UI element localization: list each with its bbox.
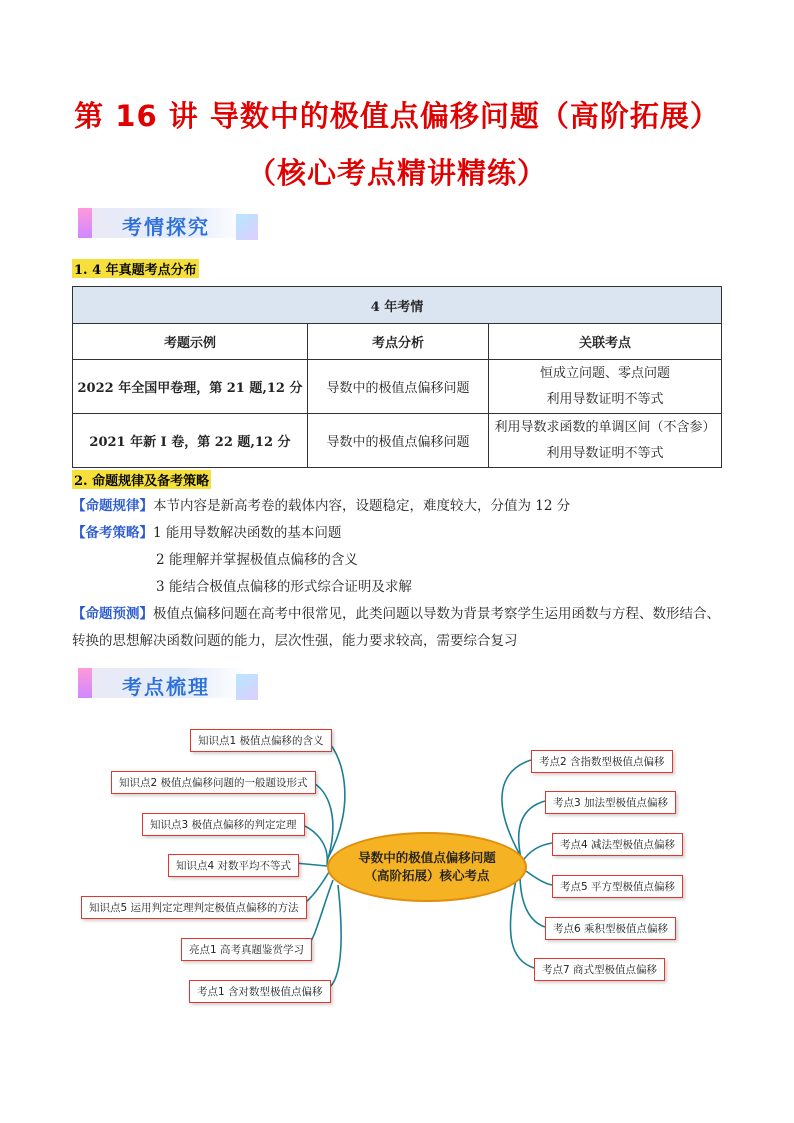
mindmap-link [295, 863, 327, 866]
mindmap-link [522, 843, 552, 862]
table-cell: 2021 年新 I 卷，第 22 题,12 分 [73, 414, 308, 468]
section-title: 考点梳理 [122, 675, 210, 699]
mindmap-node: 知识点3 极值点偏移的判定定理 [142, 813, 305, 836]
table-cell: 导数中的极值点偏移问题 [308, 414, 489, 468]
mindmap-node: 知识点2 极值点偏移问题的一般题设形式 [111, 771, 316, 794]
strategy-paragraph: 【备考策略】1 能用导数解决函数的基本问题 2 能理解并掌握极值点偏移的含义 3 能结合极值点偏移的形式综合证明及求解 [72, 525, 412, 595]
subheading-distribution: 1. 4 年真题考点分布 [72, 259, 199, 278]
mindmap-node: 考点1 含对数型极值点偏移 [189, 980, 331, 1003]
mindmap-node: 亮点1 高考真题鉴赏学习 [181, 938, 312, 961]
column-header: 考题示例 [73, 324, 308, 360]
mindmap-node: 考点7 商式型极值点偏移 [534, 958, 665, 981]
mindmap-link [520, 874, 545, 927]
table-header: 4 年考情 [73, 287, 722, 324]
table-cell: 导数中的极值点偏移问题 [308, 360, 489, 414]
mindmap-node: 考点5 平方型极值点偏移 [552, 875, 683, 898]
subheading-strategy: 2. 命题规律及备考策略 [72, 470, 211, 489]
mindmap-node: 知识点1 极值点偏移的含义 [190, 729, 332, 752]
mindmap-node: 考点3 加法型极值点偏移 [545, 791, 676, 814]
mindmap-link [522, 868, 552, 885]
mindmap-node: 考点4 减法型极值点偏移 [552, 833, 683, 856]
mindmap-link [502, 760, 531, 855]
table-cell: 2022 年全国甲卷理，第 21 题,12 分 [73, 360, 308, 414]
mindmap-link [519, 801, 545, 858]
mindmap-link [325, 885, 341, 990]
mindmap-center: 导数中的极值点偏移问题 （高阶拓展）核心考点 [327, 832, 527, 902]
section-title: 考情探究 [122, 215, 210, 239]
table-cell: 恒成立问题、零点问题 利用导数证明不等式 [489, 360, 722, 414]
column-header: 关联考点 [489, 324, 722, 360]
table-cell: 利用导数求函数的单调区间（不含参） 利用导数证明不等式 [489, 414, 722, 468]
mindmap-node: 考点2 含指数型极值点偏移 [531, 750, 673, 773]
mindmap-node: 知识点4 对数平均不等式 [168, 854, 299, 877]
page-title: 第 16 讲 导数中的极值点偏移问题（高阶拓展） [74, 99, 720, 133]
column-header: 考点分析 [308, 324, 489, 360]
mindmap-node: 考点6 乘积型极值点偏移 [545, 917, 676, 940]
mindmap-node: 知识点5 运用判定定理判定极值点偏移的方法 [81, 896, 307, 919]
page-subtitle: （核心考点精讲精练） [246, 156, 547, 190]
predict-paragraph: 【命题预测】极值点偏移问题在高考中很常见，此类问题以导数为背景考察学生运用函数与方程、数形结合、转换的思想解决函数问题的能力，层次性强，能力要求较高，需要综合复习 [72, 606, 720, 649]
rule-paragraph: 【命题规律】本节内容是新高考卷的载体内容，设题稳定，难度较大，分值为 12 分 [72, 498, 571, 514]
